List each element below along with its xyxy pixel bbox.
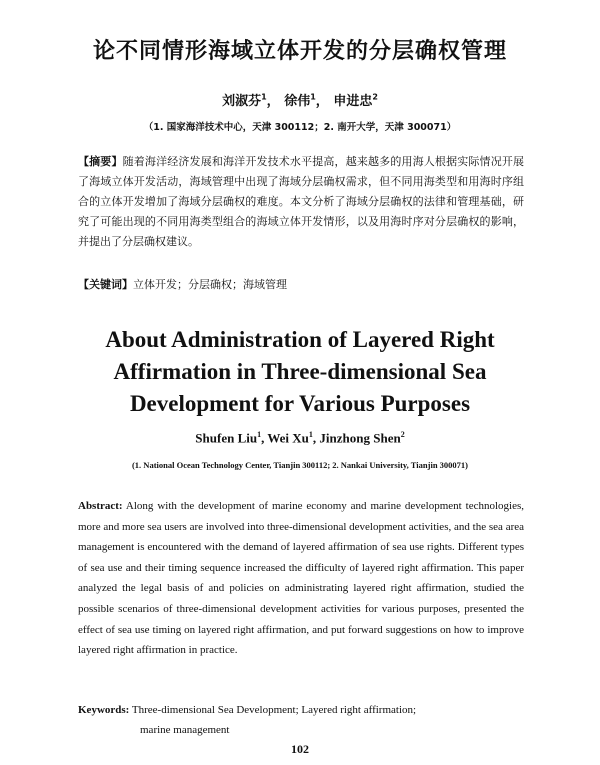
- keywords-text: Three-dimensional Sea Development; Layered right affirmation;: [131, 704, 417, 716]
- english-title-line: About Administration of Layered Right: [105, 327, 495, 352]
- english-title: [0, 324, 600, 420]
- author-affil-mark: 1: [257, 430, 262, 439]
- page-number: 102: [291, 742, 309, 756]
- abstract-label: 【摘要】: [78, 155, 123, 168]
- author-affil-mark: 1: [310, 92, 316, 102]
- abstract-text: Along with the development of marine economy and marine development technologies, more and more sea users are involved into three-dimensional development activities, and the sea area management is encountered with the demand of layered affirmation of sea use rights. Different types of sea use and their timing sequence increased the difficulty of layered right affirmation. This paper analyzed the legal basis of and policies on administrating layered right affirmation, studied the possible scenarios of three-dimensional development activities for various purposes, presented the effect of sea use timing on layered right affirmation, and put forward suggestions on how to improve layered right affirmation in practice.: [78, 500, 524, 657]
- keywords-label: Keywords:: [78, 704, 130, 716]
- author-name: 刘淑芬: [222, 94, 262, 109]
- english-title-line: Development for Various Purposes: [129, 391, 471, 416]
- author-affil-mark: 1: [308, 430, 313, 439]
- chinese-affiliation: （1. 国家海洋技术中心，天津 300112；2. 南开大学，天津 300071）: [143, 122, 457, 133]
- chinese-title: 论不同情形海域立体开发的分层确权管理: [92, 39, 507, 64]
- author-name: Jinzhong Shen: [319, 430, 401, 446]
- keywords-label: 【关键词】: [78, 278, 133, 291]
- author-affil-mark: 1: [261, 92, 267, 102]
- author-name: Wei Xu: [267, 430, 309, 446]
- keywords-text: 立体开发；分层确权；海域管理: [133, 278, 287, 291]
- author-affil-mark: 2: [372, 92, 378, 102]
- english-authors: Shufen Liu$^1$, Wei Xu$^1$, Jinzhong Shen$^2$: [195, 430, 405, 446]
- chinese-keywords: [78, 275, 524, 295]
- author-name: Shufen Liu: [195, 430, 258, 446]
- author-name: 申进忠: [333, 94, 373, 109]
- chinese-authors: 刘淑芬$^1$， 徐伟$^1$， 申进忠$^2$: [222, 92, 378, 109]
- english-affiliation: (1. National Ocean Technology Center, Tianjin 300112; 2. Nankai University, Tianjin 300071): [131, 460, 469, 470]
- keywords-text: marine management: [140, 724, 230, 736]
- author-name: 徐伟: [284, 94, 311, 109]
- abstract-text: 随着海洋经济发展和海洋开发技术水平提高，越来越多的用海人根据实际情况开展了海域立体开发活动，海域管理中出现了海域分层确权需求，但不同用海类型和用海时序组合的立体开发增加了海域分层确权的难度。本文分析了海域分层确权的法律和管理基础，研究了可能出现的不同用海类型组合的海域立体开发情形，以及用海时序对分层确权的影响，并提出了分层确权建议。: [78, 155, 525, 248]
- chinese-abstract: [78, 152, 524, 252]
- abstract-label: Abstract:: [78, 500, 123, 512]
- author-affil-mark: 2: [400, 430, 405, 439]
- english-title-line: Affirmation in Three-dimensional Sea: [113, 359, 487, 384]
- english-keywords: [78, 700, 524, 740]
- english-abstract: [78, 496, 524, 661]
